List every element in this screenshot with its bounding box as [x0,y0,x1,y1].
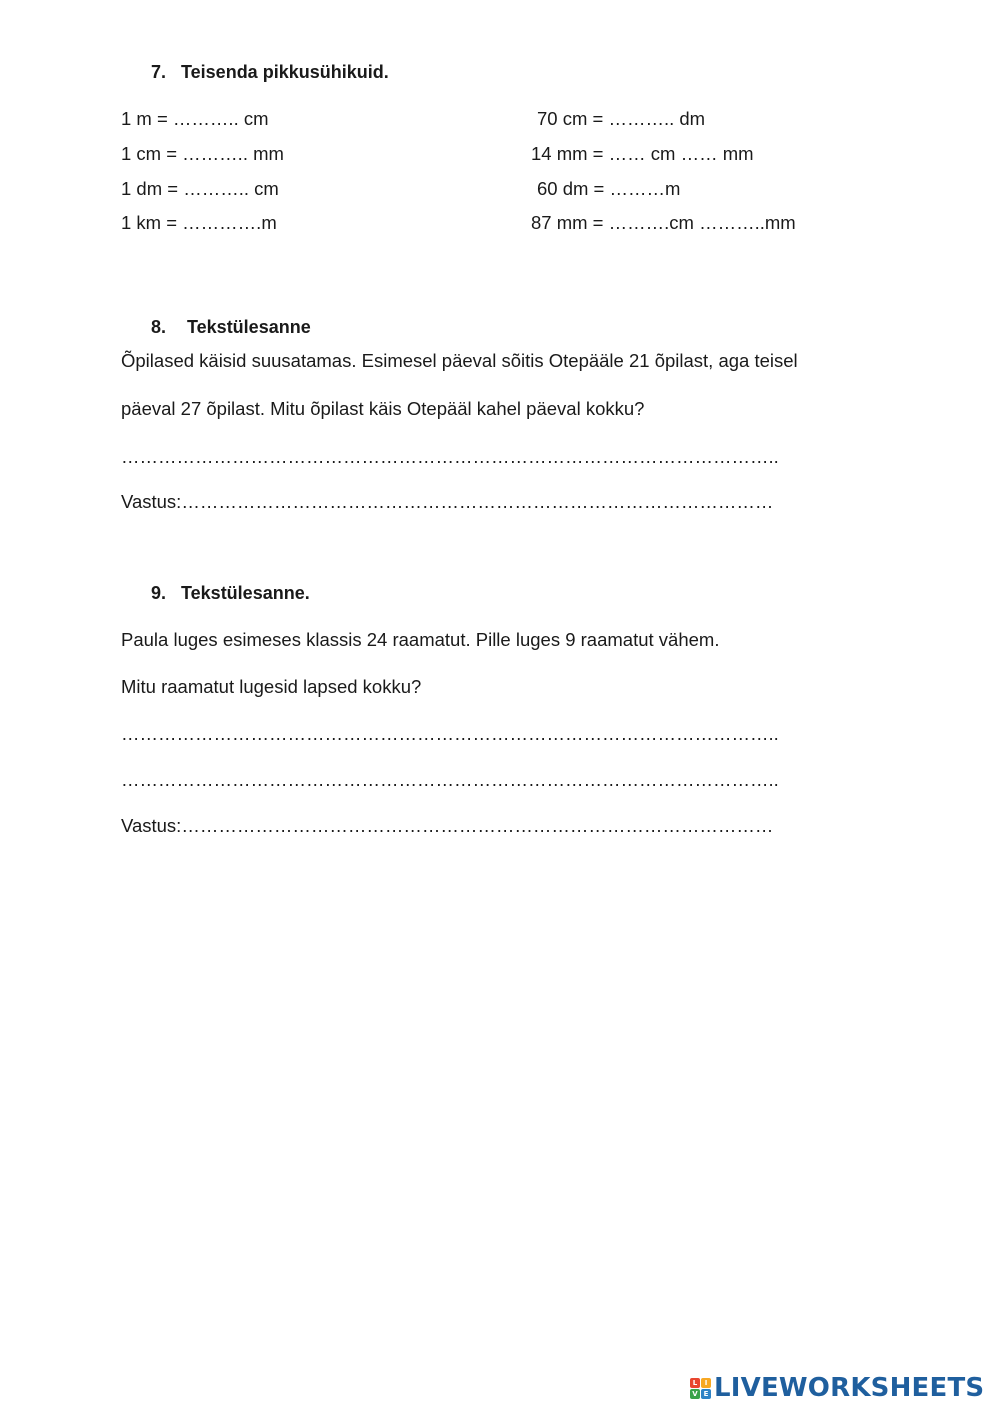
conversion-left-3: 1 dm = ……….. cm [121,178,279,199]
logo-icon-letter-e: E [701,1389,711,1399]
conversion-left-1: 1 m = ……….. cm [121,108,269,129]
problem-8-vastus: Vastus:…………………………………………………………………………………… [121,491,774,512]
logo-icon-letter-v: V [690,1389,700,1399]
liveworksheets-logo-text: LIVEWORKSHEETS [714,1373,985,1403]
liveworksheets-logo [690,1372,984,1404]
conversion-left-4: 1 km = ………….m [121,212,277,233]
section-7-heading [151,62,389,83]
section-9-title: Tekstülesanne. [181,583,310,603]
section-8-number: 8. [151,317,167,337]
problem-8-line-1: Õpilased käisid suusatamas. Esimesel päeval sõitis Otepääle 21 õpilast, aga teisel [121,350,798,371]
logo-icon-letter-i: I [701,1378,711,1388]
section-8-heading [151,317,311,338]
section-8-title: Tekstülesanne [187,317,311,337]
problem-9-line-2: Mitu raamatut lugesid lapsed kokku? [121,676,422,697]
section-7-number: 7. [151,62,167,82]
problem-9-vastus: Vastus:…………………………………………………………………………………… [121,815,774,836]
section-9-number: 9. [151,583,167,603]
problem-8-answer-line: …………………………………………………………………………………………….. [121,446,779,467]
logo-icon-letter-l: L [690,1378,700,1388]
conversion-right-4: 87 mm = ……….cm ………..mm [531,212,796,233]
problem-9-line-1: Paula luges esimeses klassis 24 raamatut. Pille luges 9 raamatut vähem. [121,629,720,650]
problem-9-answer-line-2: …………………………………………………………………………………………….. [121,769,779,790]
section-7-title: Teisenda pikkusühikuid. [181,62,389,82]
conversion-right-2: 14 mm = …… cm …… mm [531,143,754,164]
conversion-right-1: 70 cm = ……….. dm [537,108,706,129]
conversion-right-3: 60 dm = ………m [537,178,681,199]
problem-8-line-2: päeval 27 õpilast. Mitu õpilast käis Otepääl kahel päeval kokku? [121,398,645,419]
section-9-heading [151,583,310,604]
problem-9-answer-line-1: …………………………………………………………………………………………….. [121,723,779,744]
conversion-left-2: 1 cm = ……….. mm [121,143,284,164]
liveworksheets-logo-icon [690,1378,711,1399]
